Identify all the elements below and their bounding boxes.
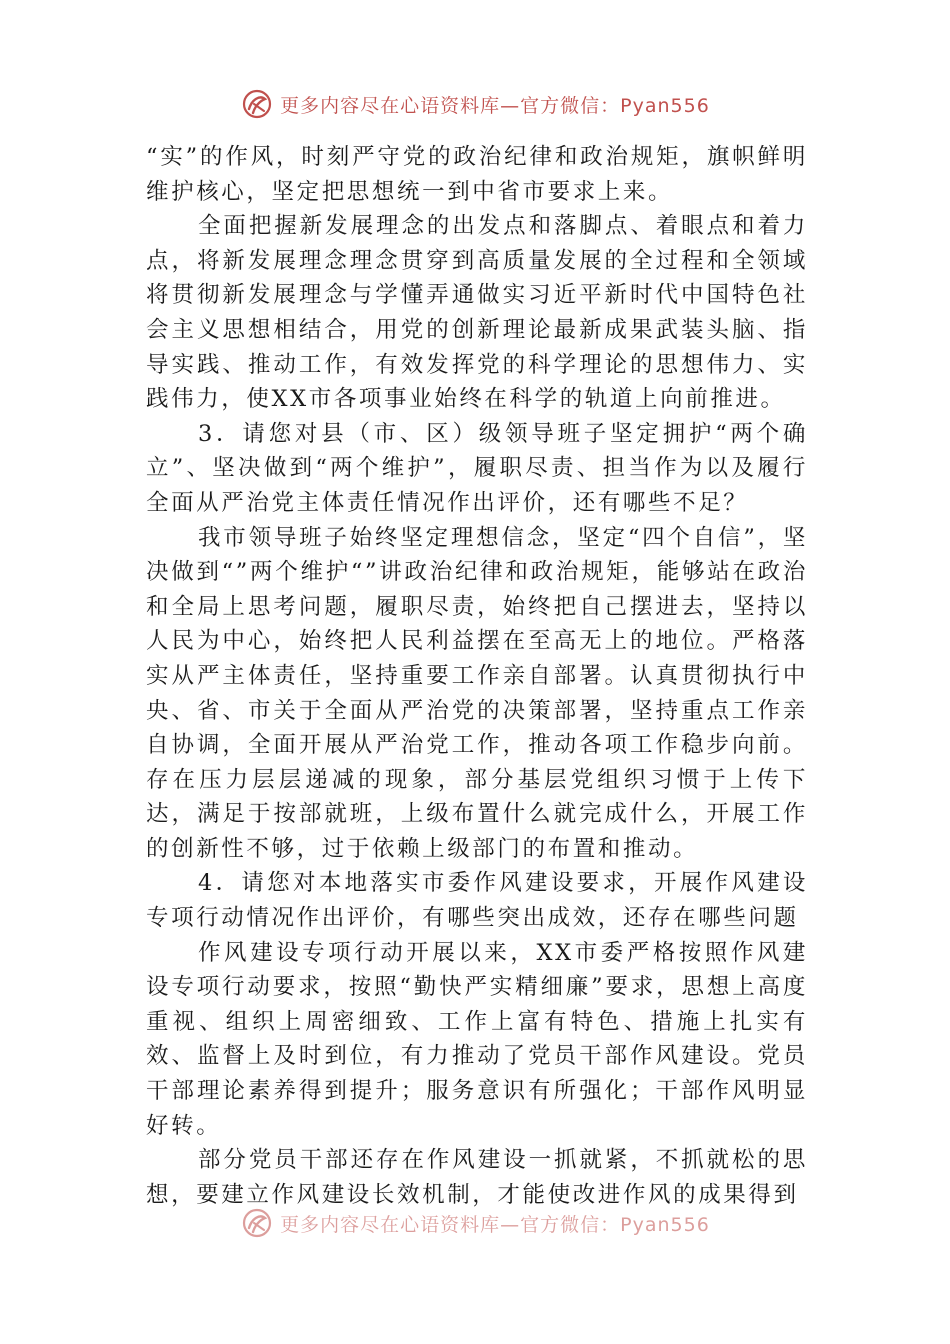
question-3: 3．请您对县（市、区）级领导班子坚定拥护“两个确立”、坚决做到“两个维护”，履职尽责、担当作为以及履行全面从严治党主体责任情况作出评价，还有哪些不足？ <box>146 420 808 516</box>
paragraph-2: 全面把握新发展理念的出发点和落脚点、着眼点和着力点，将新发展理念理念贯穿到高质量发展的全过程和全领域将贯彻新发展理念与学懂弄通做实习近平新时代中国特色社会主义思想相结合，用党的创新理论最新成果武装头脑、指导实践、推动工作，有效发挥党的科学理论的思想伟力、实践伟力，使XX市各项事业始终在科学的轨道上向前推进。 <box>146 213 808 413</box>
answer-3: 我市领导班子始终坚定理想信念，坚定“四个自信”，坚决做到“”两个维护“”讲政治纪律和政治规矩，能够站在政治和全局上思考问题，履职尽责，始终把自己摆进去，坚持以人民为中心，始终把人民利益摆在至高无上的地位。严格落实从严主体责任，坚持重要工作亲自部署。认真贯彻执行中央、省、市关于全面从严治党的决策部署，坚持重点工作亲自协调，全面开展从严治党工作，推动各项工作稳步向前。存在压力层层递减的现象，部分基层党组织习惯于上传下达，满足于按部就班，上级布置什么就完成什么，开展工作的创新性不够，过于依赖上级部门的布置和推动。 <box>146 524 808 862</box>
footer-watermark <box>0 1203 950 1243</box>
watermark-text: 更多内容尽在心语资料库—官方微信：Pyan556 <box>280 1213 710 1236</box>
document-body <box>146 140 808 1212</box>
answer-4: 作风建设专项行动开展以来，XX市委严格按照作风建设专项行动要求，按照“勤快严实精细廉”要求，思想上高度重视、组织上周密细致、工作上富有特色、措施上扎实有效、监督上及时到位，有力推动了党员干部作风建设。党员干部理论素养得到提升；服务意识有所强化；干部作风明显好转。 <box>146 939 808 1139</box>
question-4: 4．请您对本地落实市委作风建设要求，开展作风建设专项行动情况作出评价，有哪些突出成效，还存在哪些问题 <box>146 870 808 932</box>
signature-logo-icon <box>240 1206 274 1240</box>
paragraph-7: 部分党员干部还存在作风建设一抓就紧，不抓就松的思想，要建立作风建设长效机制，才能使改进作风的成果得到 <box>146 1147 808 1208</box>
watermark-text: 更多内容尽在心语资料库—官方微信：Pyan556 <box>280 94 710 117</box>
paragraph-1: “实”的作风，时刻严守党的政治纪律和政治规矩，旗帜鲜明维护核心，坚定把思想统一到中省市要求上来。 <box>146 144 808 205</box>
